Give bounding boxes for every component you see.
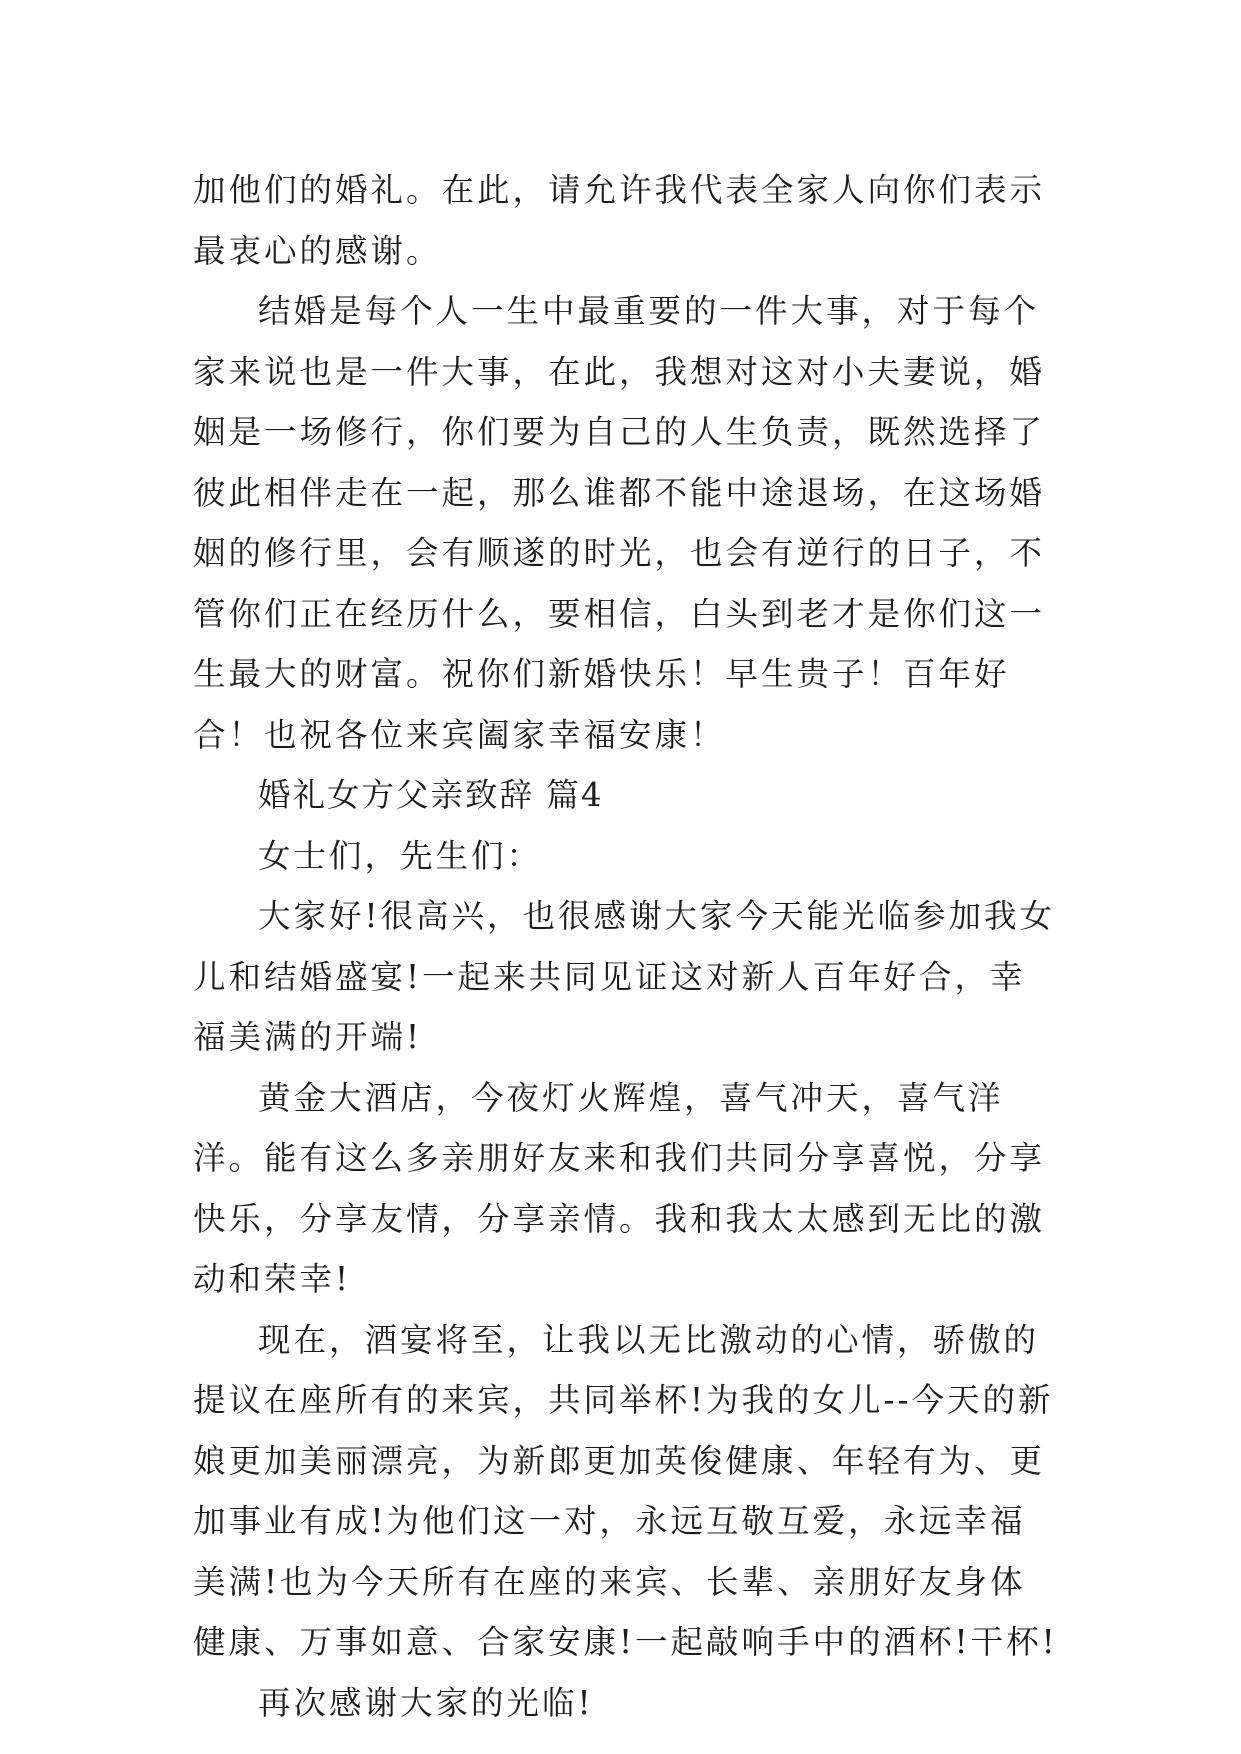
paragraph-closing: 再次感谢大家的光临! (258, 1683, 594, 1722)
section-title: 婚礼女方父亲致辞 篇4 (258, 776, 604, 814)
paragraph-venue: 黄金大酒店，今夜灯火辉煌，喜气冲天，喜气洋洋。能有这么多亲朋好友来和我们共同分享喜悦，分享快乐，分享友情，分享亲情。我和我太太感到无比的激动和荣幸! (193, 1078, 1046, 1298)
paragraph-blessing: 结婚是每个人一生中最重要的一件大事，对于每个家来说也是一件大事，在此，我想对这对小夫妻说，婚姻是一场修行，你们要为自己的人生负责，既然选择了彼此相伴走在一起，那么谁都不能中途退场，在这场婚姻的修行里，会有顺遂的时光，也会有逆行的日子，不管你们正在经历什么，要相信，白头到老才是你们这一生最大的财富。祝你们新婚快乐！早生贵子！百年好合！也祝各位来宾阖家幸福安康！ (193, 292, 1046, 754)
paragraph-toast: 现在，酒宴将至，让我以无比激动的心情，骄傲的提议在座所有的来宾，共同举杯!为我的女儿--今天的新娘更加美丽漂亮，为新郎更加英俊健康、年轻有为、更加事业有成!为他们这一对，永远互敬互爱，永远幸福美满!也为今天所有在座的来宾、长辈、亲朋好友身体健康、万事如意、合家安康!一起敲响手中的酒杯!干杯! (193, 1320, 1058, 1661)
paragraph-salutation: 女士们，先生们： (258, 836, 543, 875)
document-body (193, 160, 1061, 1733)
paragraph-continuation: 加他们的婚礼。在此，请允许我代表全家人向你们表示最衷心的感谢。 (193, 171, 1046, 270)
paragraph-greeting: 大家好!很高兴，也很感谢大家今天能光临参加我女儿和结婚盛宴!一起来共同见证这对新人百年好合，幸福美满的开端! (193, 897, 1056, 1056)
